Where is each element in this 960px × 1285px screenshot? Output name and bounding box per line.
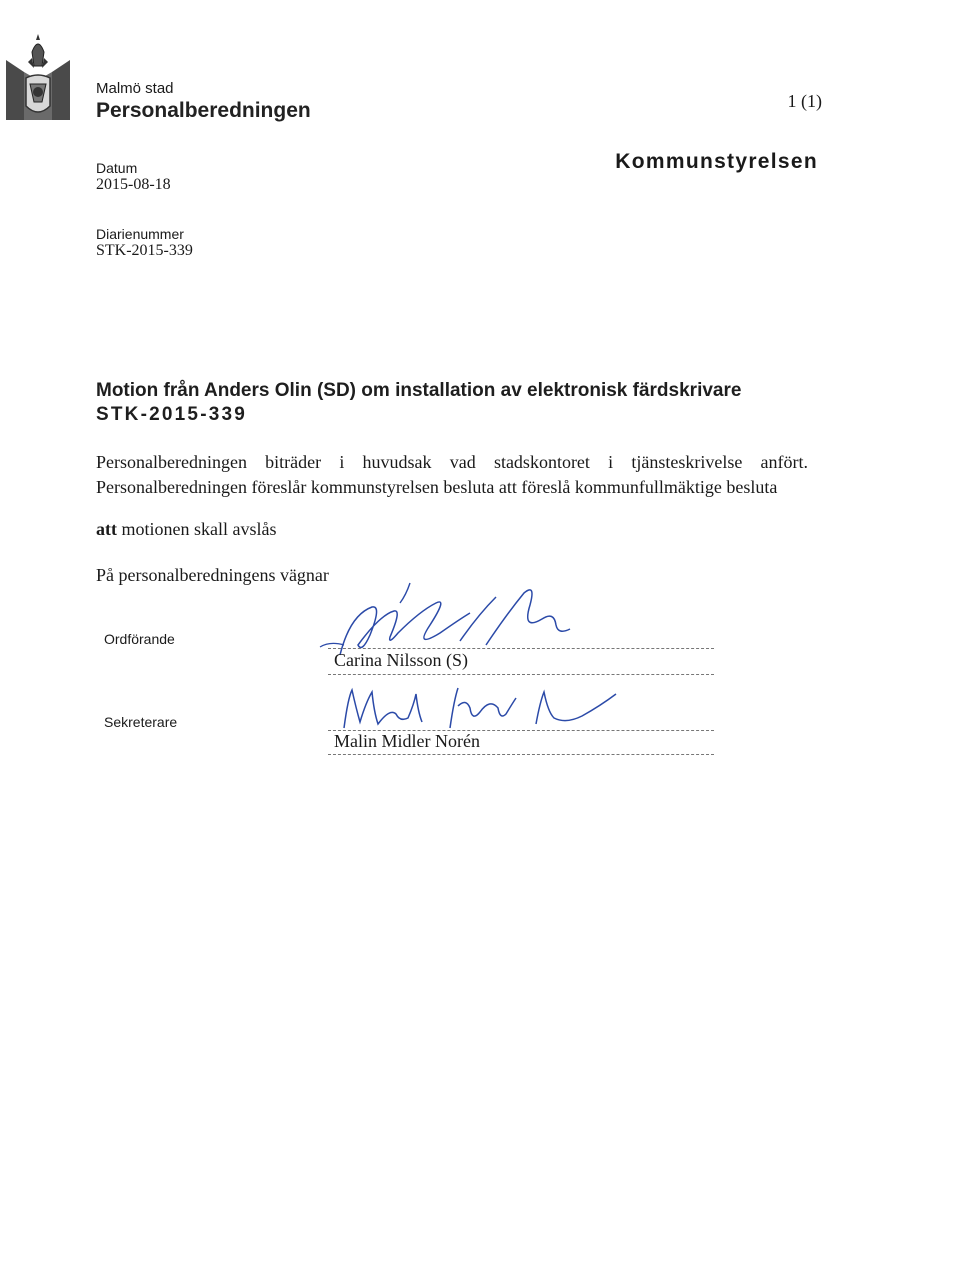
malmo-coat-of-arms-logo: [6, 32, 70, 122]
diary-label: Diarienummer: [96, 226, 184, 242]
date-value: 2015-08-18: [96, 176, 171, 193]
chair-name: Carina Nilsson (S): [334, 650, 468, 670]
document-title: [96, 379, 876, 427]
chair-name-underline: [328, 674, 714, 675]
organization-header: [96, 80, 311, 124]
body-paragraph: Personalberedningen biträder i huvudsak vad stadskontoret i tjänsteskrivelse anfört. Personalberedningen föreslår kommunstyrelsen besluta att föreslå kommunfullmäktige besluta: [96, 452, 808, 497]
page-number: 1 (1): [787, 91, 822, 111]
secretary-name-underline: [328, 754, 714, 755]
decision-line: [96, 519, 276, 540]
org-unit: Personalberedningen: [96, 99, 311, 122]
recipient: Kommunstyrelsen: [615, 150, 818, 173]
title-code: STK-2015-339: [96, 404, 248, 425]
decision-text: motionen skall avslås: [117, 519, 277, 539]
decision-keyword: att: [96, 519, 117, 539]
secretary-role: Sekreterare: [104, 714, 178, 730]
secretary-signature: [330, 678, 630, 738]
secretary-name: Malin Midler Norén: [334, 731, 480, 751]
org-city: Malmö stad: [96, 80, 174, 97]
chair-signature-line: [328, 648, 714, 649]
date-label: Datum: [96, 160, 138, 176]
on-behalf-text: På personalberedningens vägnar: [96, 565, 329, 585]
title-line: Motion från Anders Olin (SD) om installation av elektronisk färdskrivare: [96, 380, 742, 401]
chair-role: Ordförande: [104, 631, 175, 647]
diary-value: STK-2015-339: [96, 242, 193, 259]
